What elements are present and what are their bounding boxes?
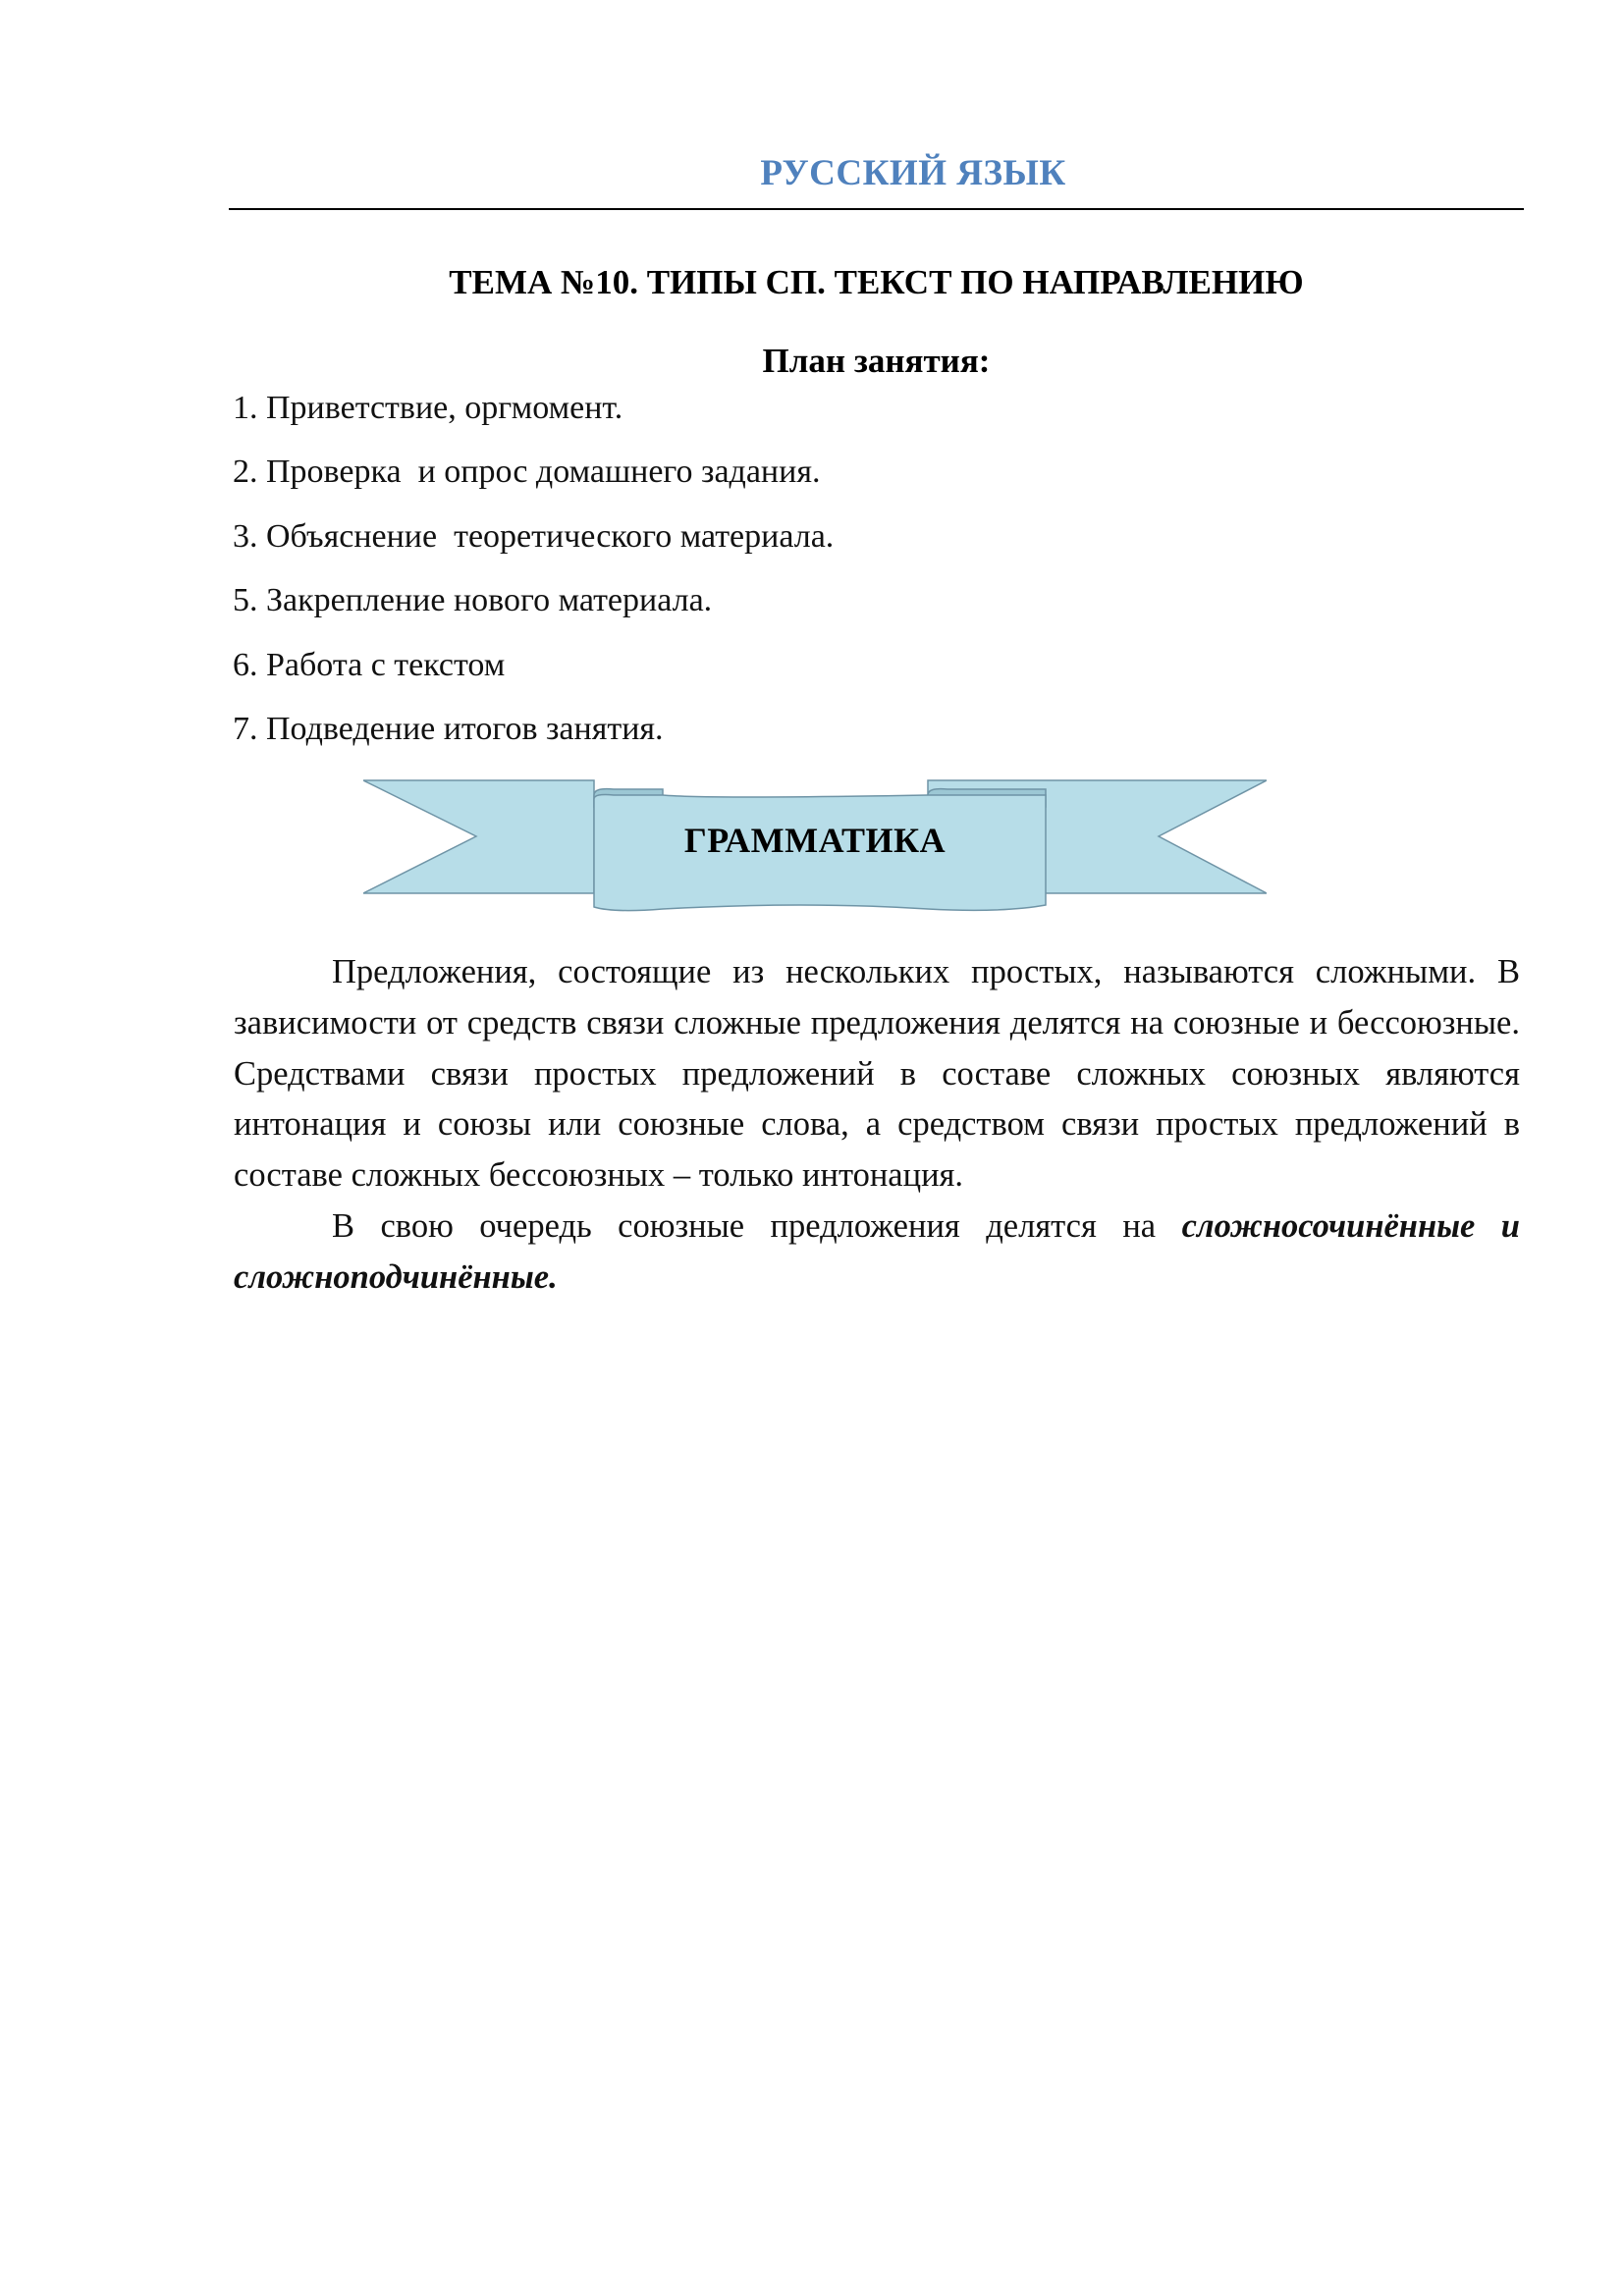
body-text (234, 947, 1520, 1304)
plan-item: 2. Проверка и опрос домашнего задания. (233, 454, 821, 491)
grammar-label: ГРАММАТИКА (683, 821, 947, 860)
paragraph-text: Предложения, состоящие из нескольких простых, называются сложными. В зависимости от средств связи сложные предложения делятся на союзные и бессоюзные. Средствами связи простых предложений в составе сложных союзных являются интонация и союзы или союзные слова, а средством связи простых предложений в составе сложных бессоюзных – только интонация. (234, 953, 1520, 1195)
paragraph-lead: В свою очередь союзные предложения делятся на (332, 1206, 1182, 1245)
plan-title: План занятия: (762, 342, 991, 380)
plan-item: 3. Объяснение теоретического материала. (233, 517, 835, 555)
plan-item: 6. Работа с текстом (233, 646, 506, 683)
subject-header: РУССКИЙ ЯЗЫК (760, 153, 1066, 193)
ribbon-left-tail (363, 780, 594, 893)
plan-item: 1. Приветствие, оргмомент. (233, 390, 623, 426)
header-divider (229, 208, 1524, 210)
paragraph (234, 1201, 1520, 1304)
plan-item: 5. Закрепление нового материала. (233, 582, 713, 619)
topic-title: ТЕМА №10. ТИПЫ СП. ТЕКСТ ПО НАПРАВЛЕНИЮ (449, 263, 1304, 301)
plan-item: 7. Подведение итогов занятия. (233, 710, 664, 747)
plan-list (233, 386, 834, 771)
paragraph (234, 947, 1520, 1201)
emphasized-terms: сложносочинённые и сложноподчинённые. (234, 1206, 1520, 1296)
